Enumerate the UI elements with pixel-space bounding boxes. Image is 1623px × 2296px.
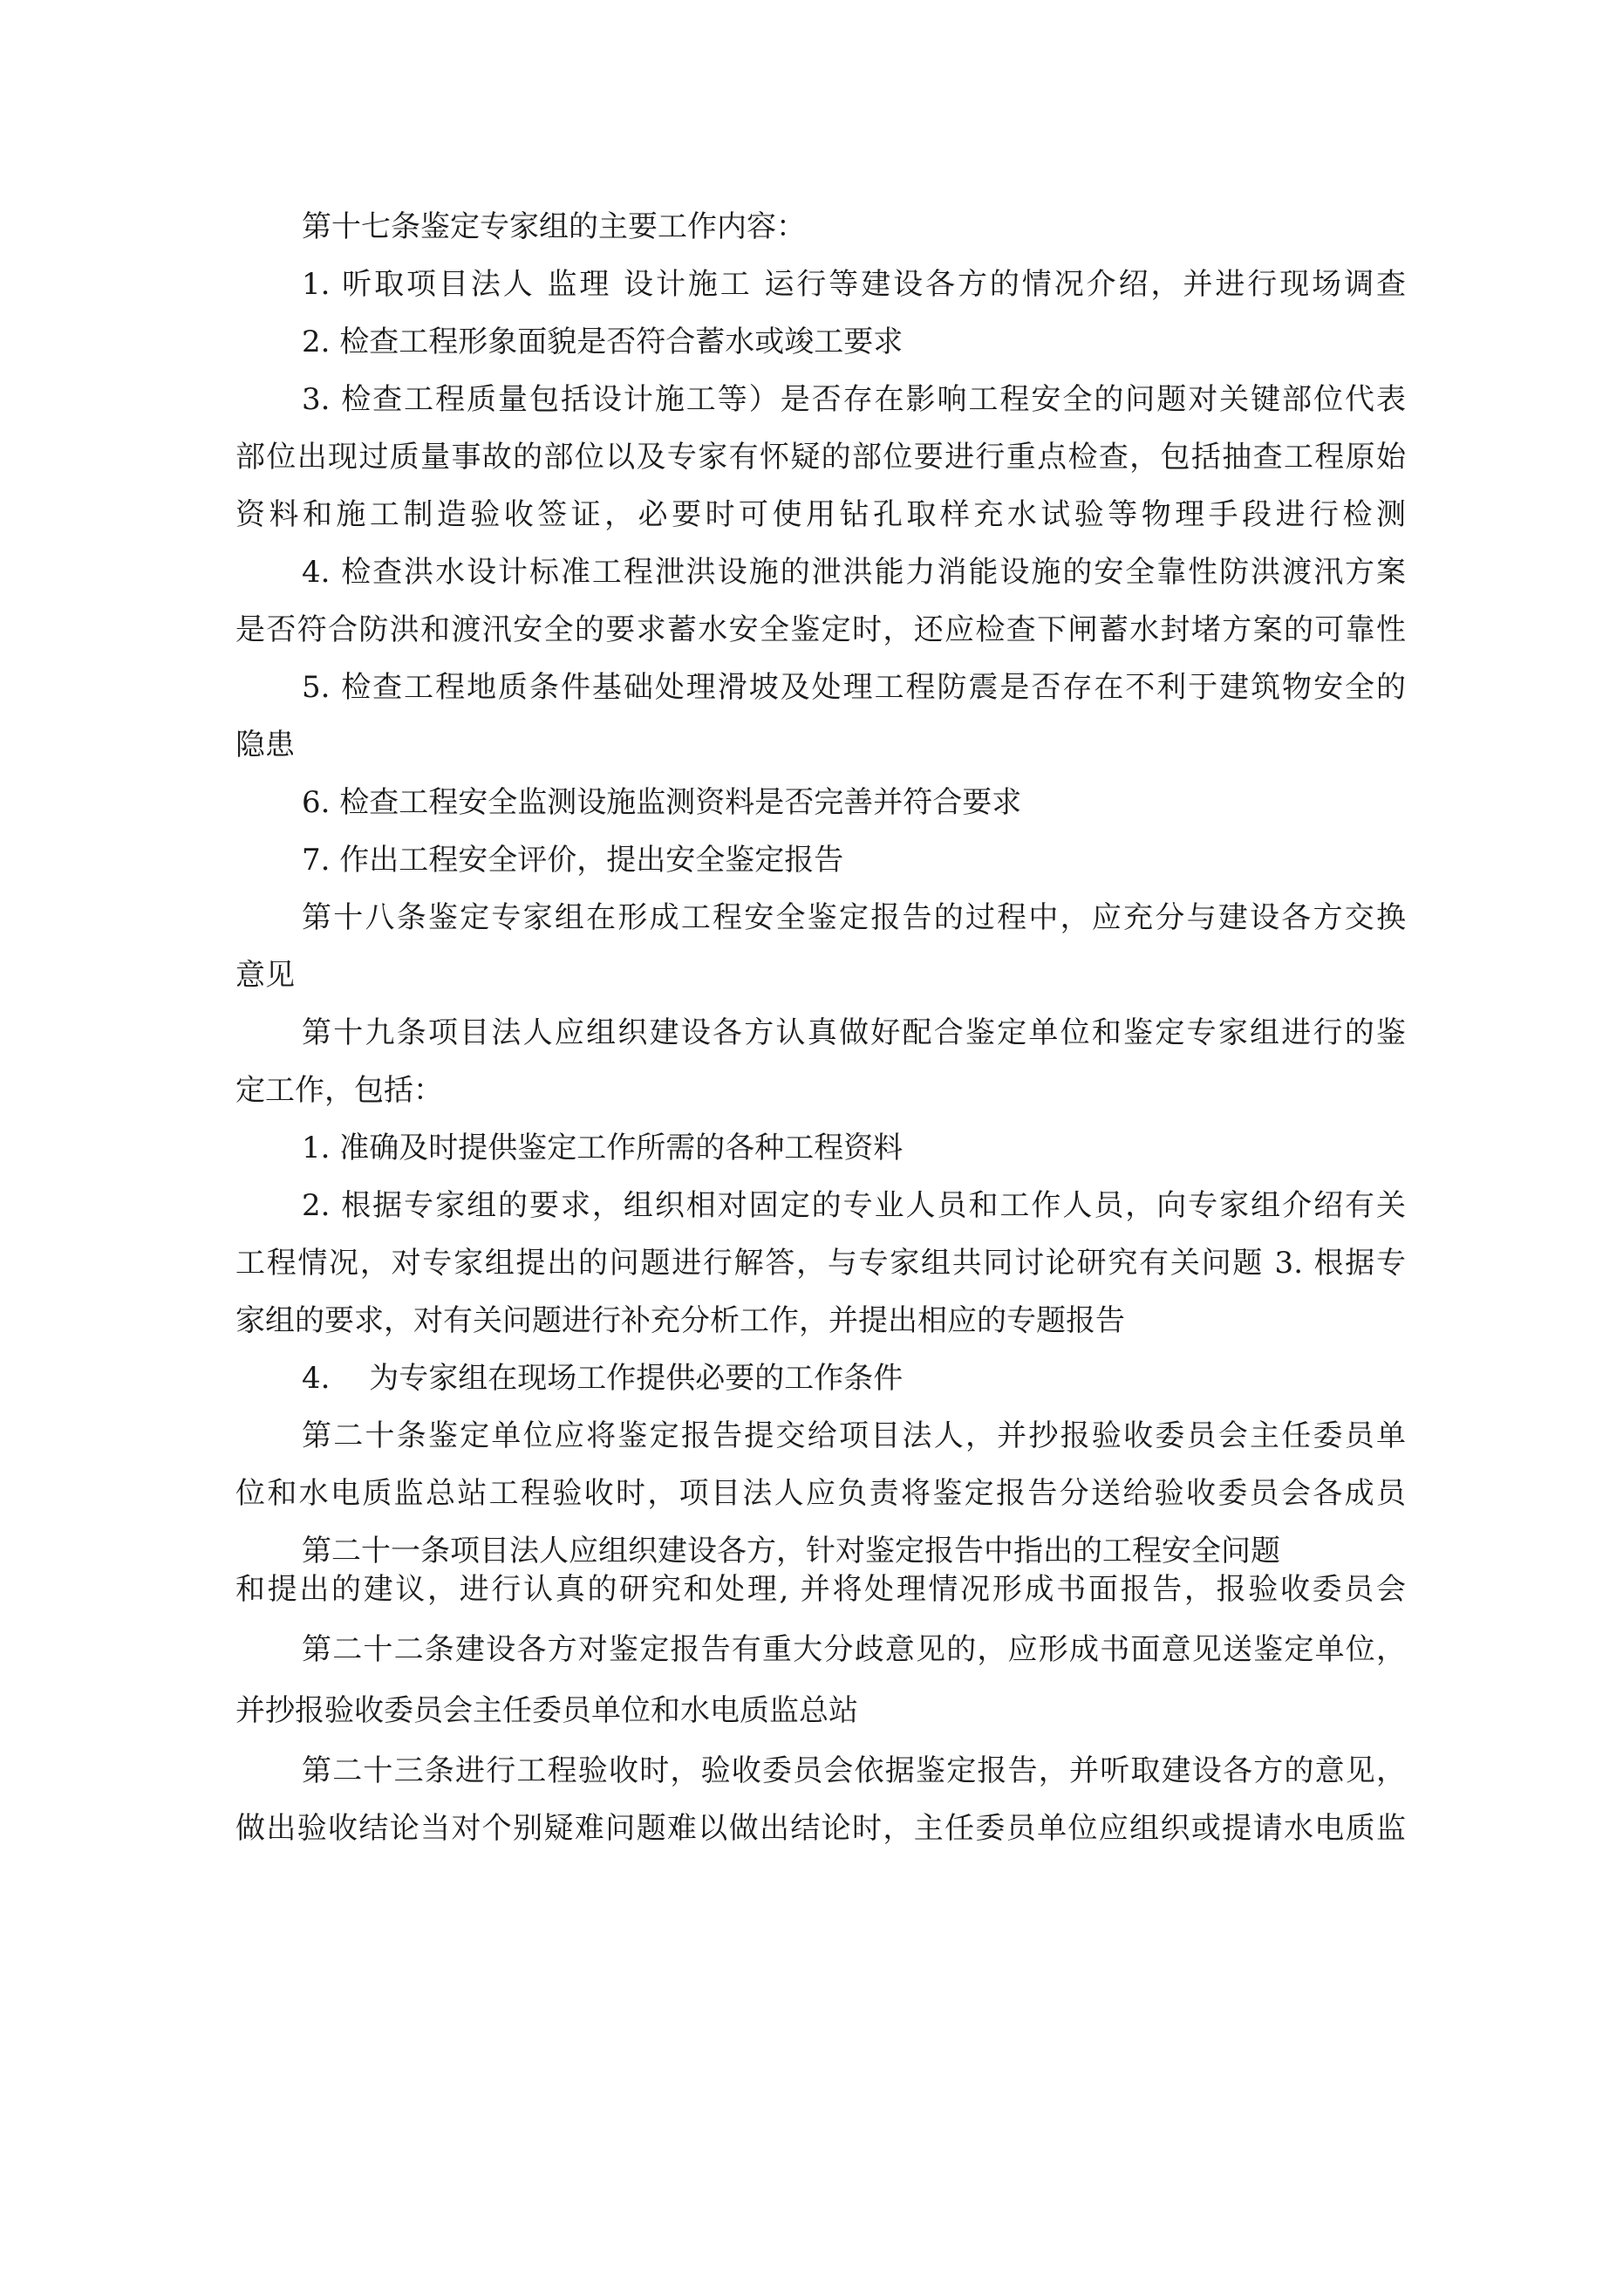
article-18-cont: 意见 bbox=[235, 958, 295, 993]
article-19-item-3-cont: 家组的要求，对有关问题进行补充分析工作，并提出相应的专题报告 bbox=[235, 1303, 1125, 1338]
article-19-item-4: 4. 为专家组在现场工作提供必要的工作条件 bbox=[302, 1361, 904, 1396]
article-17-item-4-cont: 是否符合防洪和渡汛安全的要求蓄水安全鉴定时，还应检查下闸蓄水封堵方案的可靠性 bbox=[235, 612, 1406, 647]
article-17-item-3: 3. 检查工程质量包括设计施工等）是否存在影响工程安全的问题对关键部位代表 bbox=[302, 382, 1406, 417]
article-17-item-4: 4. 检查洪水设计标准工程泄洪设施的泄洪能力消能设施的安全靠性防洪渡汛方案 bbox=[302, 555, 1406, 590]
article-17-heading: 第十七条鉴定专家组的主要工作内容： bbox=[302, 209, 806, 244]
article-17-item-7: 7. 作出工程安全评价，提出安全鉴定报告 bbox=[302, 843, 844, 878]
article-19-item-2-cont: 工程情况，对专家组提出的问题进行解答，与专家组共同讨论研究有关问题 3. 根据专 bbox=[235, 1246, 1406, 1281]
article-19-item-1: 1. 准确及时提供鉴定工作所需的各种工程资料 bbox=[302, 1131, 904, 1165]
article-17-item-1: 1. 听取项目法人 监理 设计施工 运行等建设各方的情况介绍，并进行现场调查 bbox=[302, 267, 1406, 302]
article-22-cont: 并抄报验收委员会主任委员单位和水电质监总站 bbox=[235, 1693, 858, 1728]
article-22: 第二十二条建设各方对鉴定报告有重大分歧意见的，应形成书面意见送鉴定单位， bbox=[302, 1632, 1406, 1667]
article-17-item-2: 2. 检查工程形象面貌是否符合蓄水或竣工要求 bbox=[302, 325, 904, 359]
article-21-cont: 和提出的建议，进行认真的研究和处理, 并将处理情况形成书面报告，报验收委员会 bbox=[235, 1572, 1406, 1607]
article-20-cont: 位和水电质监总站工程验收时，项目法人应负责将鉴定报告分送给验收委员会各成员 bbox=[235, 1476, 1406, 1511]
article-17-item-5: 5. 检查工程地质条件基础处理滑坡及处理工程防震是否存在不利于建筑物安全的 bbox=[302, 670, 1406, 705]
article-17-item-6: 6. 检查工程安全监测设施监测资料是否完善并符合要求 bbox=[302, 785, 1022, 820]
article-19: 第十九条项目法人应组织建设各方认真做好配合鉴定单位和鉴定专家组进行的鉴 bbox=[302, 1015, 1406, 1050]
article-17-item-5-cont: 隐患 bbox=[235, 728, 295, 762]
article-23-cont: 做出验收结论当对个别疑难问题难以做出结论时，主任委员单位应组织或提请水电质监 bbox=[235, 1811, 1406, 1846]
article-19-cont: 定工作，包括： bbox=[235, 1073, 443, 1108]
article-20: 第二十条鉴定单位应将鉴定报告提交给项目法人，并抄报验收委员会主任委员单 bbox=[302, 1418, 1406, 1453]
article-17-item-3-cont-2: 资料和施工制造验收签证，必要时可使用钻孔取样充水试验等物理手段进行检测 bbox=[235, 497, 1406, 532]
article-21: 第二十一条项目法人应组织建设各方，针对鉴定报告中指出的工程安全问题 bbox=[302, 1534, 1280, 1568]
article-17-item-3-cont-1: 部位出现过质量事故的部位以及专家有怀疑的部位要进行重点检查，包括抽查工程原始 bbox=[235, 440, 1406, 475]
article-19-item-2: 2. 根据专家组的要求，组织相对固定的专业人员和工作人员，向专家组介绍有关 bbox=[302, 1188, 1406, 1223]
article-18: 第十八条鉴定专家组在形成工程安全鉴定报告的过程中，应充分与建设各方交换 bbox=[302, 900, 1406, 935]
article-23: 第二十三条进行工程验收时，验收委员会依据鉴定报告，并听取建设各方的意见， bbox=[302, 1753, 1406, 1788]
